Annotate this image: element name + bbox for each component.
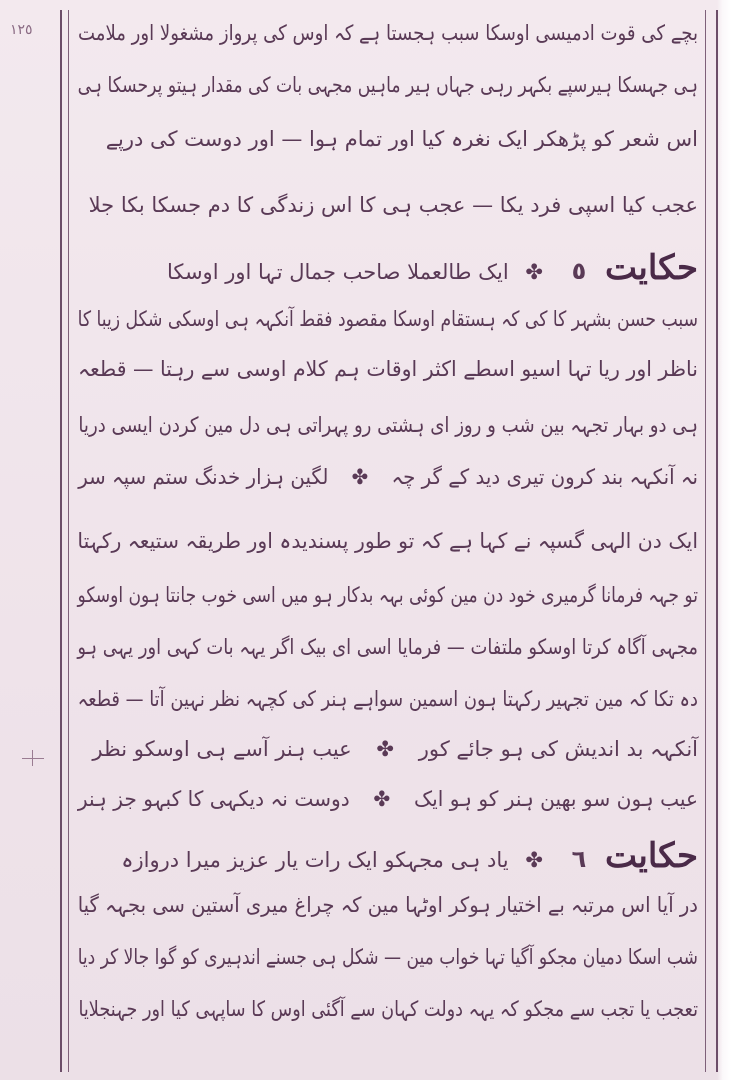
story-heading: حکایت bbox=[604, 248, 698, 288]
text-line-19: تعجب یا تجب سے مجکو کہ یہہ دولت کہان سے آگئی اوس کا ساپہی کیا اور جہنجلایا bbox=[78, 997, 699, 1021]
text-line-10: ایک دن الہی گسپہ نے کہا ہے کہ تو طور پسندیدہ اور طریقہ ستیعہ رکہتا bbox=[77, 529, 699, 553]
story-heading-text: یاد ہی مجہکو ایک رات یار عزیز میرا دروازہ bbox=[121, 848, 509, 872]
text-line-8: ہی دو بہار تجہہ بین شب و روز ای ہشتی رو پہراتی ہی دل مین کردن ایسی دریا bbox=[78, 413, 698, 437]
section-mark: ✤ bbox=[525, 260, 543, 284]
text-block bbox=[78, 14, 698, 1064]
verse-separator: ✤ bbox=[373, 787, 391, 811]
story-heading-text: ایک طالعملا صاحب جمال تہا اور اوسکا bbox=[166, 260, 509, 284]
story-number: ٦ bbox=[571, 845, 587, 873]
text-line-4: عجب کیا اسپی فرد یکا — عجب ہی کا اس زندگی کا دم جسکا بکا جلا bbox=[88, 193, 698, 217]
text-line-7: ناظر اور ریا تہا اسیو اسطے اکثر اوقات ہم کلام اوسی سے رہتا — قطعہ bbox=[78, 357, 699, 381]
text-line-1: بچے کی قوت ادمیسی اوسکا سبب ہجستا ہے کہ اوس کی پرواز مشغولا اور ملامت bbox=[78, 21, 698, 45]
margin-cross-mark bbox=[22, 758, 44, 759]
verse-second-half: عیب ہنر آسے ہی اوسکو نظر bbox=[92, 737, 352, 761]
story-heading-line-5 bbox=[78, 242, 698, 294]
page-number: ١٢٥ bbox=[10, 22, 33, 38]
verse-first-half: آنکہہ بد اندیش کی ہو جائے کور bbox=[418, 737, 698, 761]
verse-second-half: دوست نہ دیکہی کا کبہو جز ہنر bbox=[77, 787, 350, 811]
section-mark: ✤ bbox=[525, 848, 543, 872]
text-line-3: اس شعر کو پڑھکر ایک نغرہ کیا اور تمام ہوا — اور دوست کی درپے bbox=[105, 127, 698, 151]
verse-first-half: نہ آنکہہ بند کرون تیری دید کے گر چہ bbox=[391, 465, 698, 489]
story-number: ٥ bbox=[571, 257, 587, 285]
text-line-17: در آیا اس مرتبہ بے اختیار ہوکر اوٹہا مین کہ چراغ میری آستین سی بجہہ گیا bbox=[77, 893, 698, 917]
text-line-13: دہ تکا کہ مین تجہیر رکہتا ہون اسمین سواہے ہنر کی کچہہ نظر نہین آتا — قطعہ bbox=[77, 687, 698, 711]
verse-line-14 bbox=[78, 730, 698, 768]
verse-second-half: لگین ہزار خدنگ ستم سپہ سر bbox=[78, 465, 329, 489]
verse-separator: ✤ bbox=[376, 737, 395, 761]
verse-line-9 bbox=[78, 458, 698, 496]
verse-separator: ✤ bbox=[351, 465, 369, 489]
page-edge bbox=[717, 0, 731, 1080]
text-line-12: مجہی آگاہ کرتا اوسکو ملتفات — فرمایا اسی ای بیک اگر یہہ بات کہی اور یہی ہو bbox=[77, 635, 698, 659]
verse-line-15 bbox=[77, 780, 698, 818]
story-heading: حکایت bbox=[604, 836, 698, 876]
story-heading-line-16 bbox=[78, 830, 698, 882]
text-line-2: ہی جہسکا ہیرسپے بکہر رہی جہاں ہیر ماہیں مجہی بات کی مقدار ہیتو پرحسکا ہی bbox=[77, 73, 698, 97]
text-line-11: تو جہہ فرمانا گرمیری خود دن مین کوئی بہہ بدکار ہو میں اسی خوب جانتا ہون اوسکو bbox=[77, 583, 699, 607]
text-line-18: شب اسکا دمیان مجکو آگیا تہا خواب مین — شکل ہی جسنے اندہیری کو گوا جالا کر دیا bbox=[77, 945, 699, 969]
text-line-6: سبب حسن بشہر کا کی کہ ہستقام اوسکا مقصود فقط آنکہہ ہی اوسکی شکل زیبا کا bbox=[77, 307, 698, 331]
verse-first-half: عیب ہون سو بھین ہنر کو ہو ایک bbox=[414, 787, 698, 811]
